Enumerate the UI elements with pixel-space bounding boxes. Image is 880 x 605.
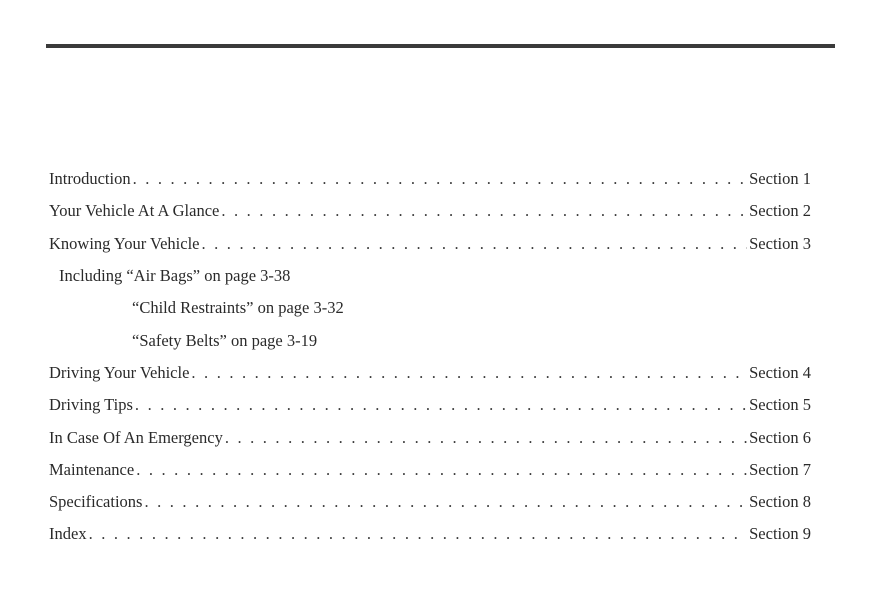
toc-row-specifications[interactable] <box>49 486 811 518</box>
dot-leader <box>221 201 747 221</box>
toc-section: Section 8 <box>749 492 811 512</box>
toc-row-vehicle-at-a-glance[interactable] <box>49 195 811 227</box>
dot-leader <box>133 169 748 189</box>
toc-row-introduction[interactable] <box>49 163 811 195</box>
dot-leader <box>191 363 747 383</box>
top-rule <box>46 44 835 48</box>
toc-title: Driving Your Vehicle <box>49 362 190 382</box>
toc-row-knowing-your-vehicle[interactable] <box>49 228 811 260</box>
toc-title: Introduction <box>49 169 131 189</box>
toc-section: Section 6 <box>749 427 811 447</box>
toc-row-emergency[interactable] <box>49 421 811 453</box>
toc-row-driving-tips[interactable] <box>49 389 811 421</box>
toc-subentry-text: Including “Air Bags” on page 3-38 <box>59 266 291 286</box>
toc-subentry-air-bags[interactable] <box>49 260 811 292</box>
toc-title: In Case Of An Emergency <box>49 427 223 447</box>
dot-leader <box>225 428 747 448</box>
table-of-contents <box>49 163 811 551</box>
toc-section: Section 1 <box>749 169 811 189</box>
dot-leader <box>135 395 747 415</box>
toc-subentry-text: “Safety Belts” on page 3-19 <box>132 330 318 350</box>
dot-leader <box>136 460 747 480</box>
toc-section: Section 5 <box>749 395 811 415</box>
dot-leader <box>89 524 748 544</box>
toc-title: Index <box>49 524 87 544</box>
toc-section: Section 7 <box>749 459 811 479</box>
toc-subentry-text: “Child Restraints” on page 3-32 <box>132 298 344 318</box>
toc-title: Driving Tips <box>49 395 133 415</box>
dot-leader <box>202 234 748 254</box>
dot-leader <box>144 492 747 512</box>
toc-row-driving-your-vehicle[interactable] <box>49 357 811 389</box>
toc-row-maintenance[interactable] <box>49 454 811 486</box>
toc-row-index[interactable] <box>49 518 811 550</box>
toc-title: Your Vehicle At A Glance <box>49 201 220 221</box>
toc-section: Section 2 <box>749 201 811 221</box>
toc-subentry-child-restraints[interactable] <box>49 292 811 324</box>
toc-section: Section 3 <box>749 233 811 253</box>
toc-title: Knowing Your Vehicle <box>49 233 200 253</box>
toc-section: Section 4 <box>749 362 811 382</box>
toc-subentry-safety-belts[interactable] <box>49 324 811 356</box>
toc-section: Section 9 <box>749 524 811 544</box>
toc-title: Maintenance <box>49 459 135 479</box>
toc-title: Specifications <box>49 492 143 512</box>
